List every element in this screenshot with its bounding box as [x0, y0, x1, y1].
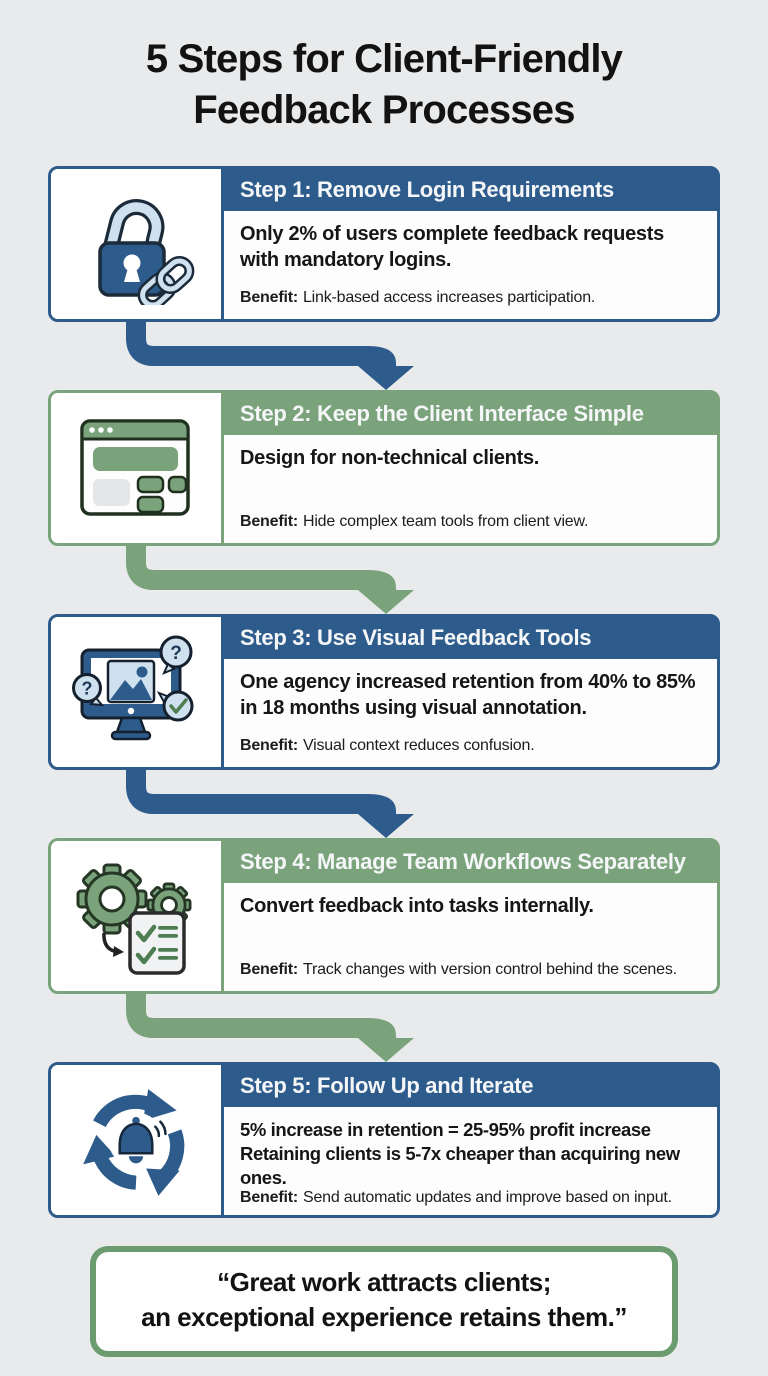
step-1-body	[224, 211, 717, 319]
page-title	[0, 34, 768, 136]
step-2-benefit	[240, 513, 705, 531]
benefit-text: Hide complex team tools from client view.	[302, 513, 589, 531]
down-elbow-arrow-icon	[48, 994, 720, 1062]
down-elbow-arrow-icon	[48, 546, 720, 614]
flow-arrow-2	[48, 546, 720, 614]
svg-text:?: ?	[81, 678, 93, 699]
step-1-content	[224, 169, 717, 319]
step-2-body	[224, 435, 717, 543]
benefit-text: Send automatic updates and improve based on input.	[302, 1189, 672, 1207]
step-card-3	[48, 614, 720, 770]
benefit-text: Track changes with version control behind the scenes.	[302, 961, 677, 979]
benefit-label: Benefit:	[240, 961, 298, 979]
quote-line-1: “Great work attracts clients;	[217, 1267, 551, 1298]
step-5-icon-panel	[51, 1065, 224, 1215]
benefit-label: Benefit:	[240, 289, 298, 307]
step-card-4	[48, 838, 720, 994]
step-5-benefit	[240, 1189, 705, 1207]
page-title-line-1: 5 Steps for Client-Friendly	[145, 37, 623, 81]
cycle-arrows-bell-icon	[75, 1079, 197, 1201]
step-5-content	[224, 1065, 717, 1215]
step-2-icon-panel	[51, 393, 224, 543]
unlocked-padlock-chain-icon	[76, 183, 196, 305]
step-card-2	[48, 390, 720, 546]
step-card-5	[48, 1062, 720, 1218]
monitor-visual-annotation-icon	[70, 632, 202, 752]
step-2-main-text: Design for non-technical clients.	[240, 447, 540, 470]
step-5-main-text	[240, 1118, 705, 1189]
benefit-label: Benefit:	[240, 737, 298, 755]
step-3-header: Step 3: Use Visual Feedback Tools	[224, 617, 717, 659]
quote-line-2: an exceptional experience retains them.”	[141, 1302, 627, 1333]
flow-arrow-3	[48, 770, 720, 838]
step-5-body	[224, 1107, 717, 1219]
svg-text:?: ?	[170, 643, 182, 665]
step-2-content	[224, 393, 717, 543]
step-1-benefit	[240, 289, 705, 307]
step-3-icon-panel	[51, 617, 224, 767]
step-5-header: Step 5: Follow Up and Iterate	[224, 1065, 717, 1107]
step-4-main-text: Convert feedback into tasks internally.	[240, 895, 594, 918]
browser-window-icon	[75, 412, 197, 524]
page-title-line-2: Feedback Processes	[193, 88, 575, 133]
benefit-text: Visual context reduces confusion.	[302, 737, 535, 755]
step-card-1	[48, 166, 720, 322]
step-4-body	[224, 883, 717, 991]
step-1-header: Step 1: Remove Login Requirements	[224, 169, 717, 211]
step-3-content	[224, 617, 717, 767]
quote-box	[90, 1246, 678, 1356]
benefit-label: Benefit:	[240, 1189, 298, 1207]
step-4-header: Step 4: Manage Team Workflows Separately	[224, 841, 717, 883]
benefit-label: Benefit:	[240, 513, 298, 531]
step-4-benefit	[240, 961, 705, 979]
steps-flow	[48, 166, 720, 1218]
step-3-main-text: One agency increased retention from 40% to 85% in 18 months using visual annotation.	[240, 671, 696, 719]
step-3-body	[224, 659, 717, 767]
gears-checklist-icon	[70, 855, 202, 977]
step-5-main-line-1: 5% increase in retention = 25-95% profit increase	[240, 1119, 651, 1141]
step-4-icon-panel	[51, 841, 224, 991]
step-1-main-text: Only 2% of users complete feedback requests with mandatory logins.	[240, 223, 664, 271]
down-elbow-arrow-icon	[48, 770, 720, 838]
step-4-content	[224, 841, 717, 991]
step-3-benefit	[240, 737, 705, 755]
step-2-header: Step 2: Keep the Client Interface Simple	[224, 393, 717, 435]
flow-arrow-1	[48, 322, 720, 390]
flow-arrow-4	[48, 994, 720, 1062]
step-1-icon-panel	[51, 169, 224, 319]
benefit-text: Link-based access increases participation.	[302, 289, 596, 307]
step-5-main-line-2: Retaining clients is 5-7x cheaper than acquiring new ones.	[240, 1143, 680, 1188]
down-elbow-arrow-icon	[48, 322, 720, 390]
